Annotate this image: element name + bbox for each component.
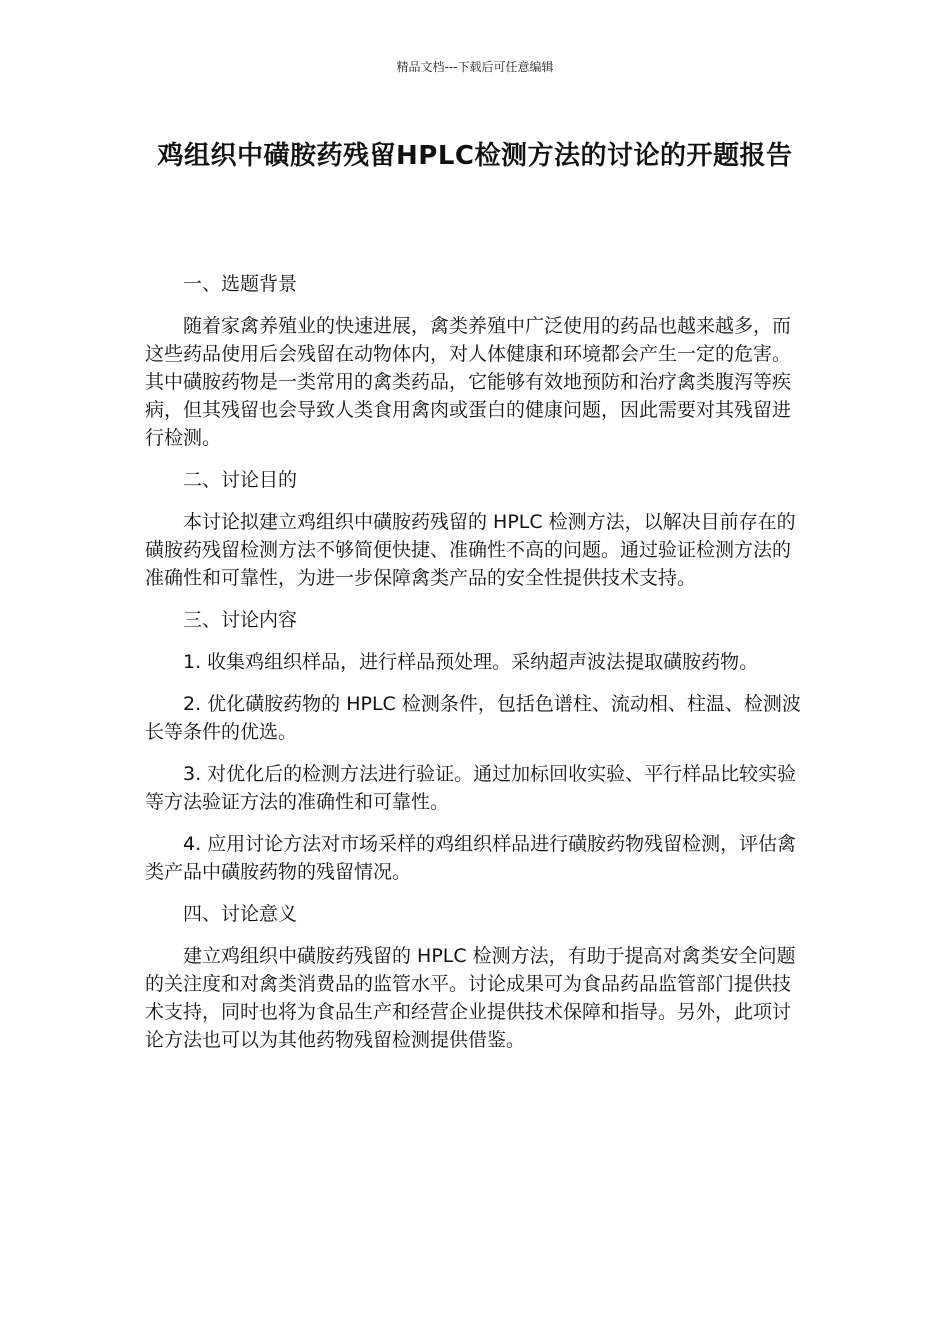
content-item-4: 4. 应用讨论方法对市场采样的鸡组织样品进行磺胺药物残留检测，评估禽类产品中磺胺药物的残留情况。 (145, 833, 797, 883)
content-item-1: 1. 收集鸡组织样品，进行样品预处理。采纳超声波法提取磺胺药物。 (183, 651, 759, 673)
header-note: 精品文档---下载后可任意编辑 (396, 60, 554, 74)
content-item-2: 2. 优化磺胺药物的 HPLC 检测条件，包括色谱柱、流动相、柱温、检测波长等条件的优选。 (145, 693, 801, 743)
section-heading-background: 一、选题背景 (183, 273, 298, 295)
document-body (145, 270, 805, 1054)
section-heading-purpose: 二、讨论目的 (183, 469, 298, 491)
content-item-3: 3. 对优化后的检测方法进行验证。通过加标回收实验、平行样品比较实验等方法验证方法的准确性和可靠性。 (145, 763, 797, 813)
paragraph-significance: 建立鸡组织中磺胺药残留的 HPLC 检测方法，有助于提高对禽类安全问题的关注度和对禽类消费品的监管水平。讨论成果可为食品药品监管部门提供技术支持，同时也将为食品生产和经营企业提供技术保障和指导。另外，此项讨论方法也可以为其他药物残留检测提供借鉴。 (145, 945, 796, 1051)
document-title: 鸡组织中磺胺药残留HPLC检测方法的讨论的开题报告 (157, 141, 793, 171)
paragraph-background: 随着家禽养殖业的快速进展，禽类养殖中广泛使用的药品也越来越多，而这些药品使用后会残留在动物体内，对人体健康和环境都会产生一定的危害。其中磺胺药物是一类常用的禽类药品，它能够有效地预防和治疗禽类腹泻等疾病，但其残留也会导致人类食用禽肉或蛋白的健康问题，因此需要对其残留进行检测。 (145, 315, 792, 449)
paragraph-purpose: 本讨论拟建立鸡组织中磺胺药残留的 HPLC 检测方法，以解决目前存在的磺胺药残留检测方法不够简便快捷、准确性不高的问题。通过验证检测方法的准确性和可靠性，为进一步保障禽类产品的安全性提供技术支持。 (145, 511, 796, 589)
section-heading-content: 三、讨论内容 (183, 609, 298, 631)
section-heading-significance: 四、讨论意义 (183, 903, 298, 925)
